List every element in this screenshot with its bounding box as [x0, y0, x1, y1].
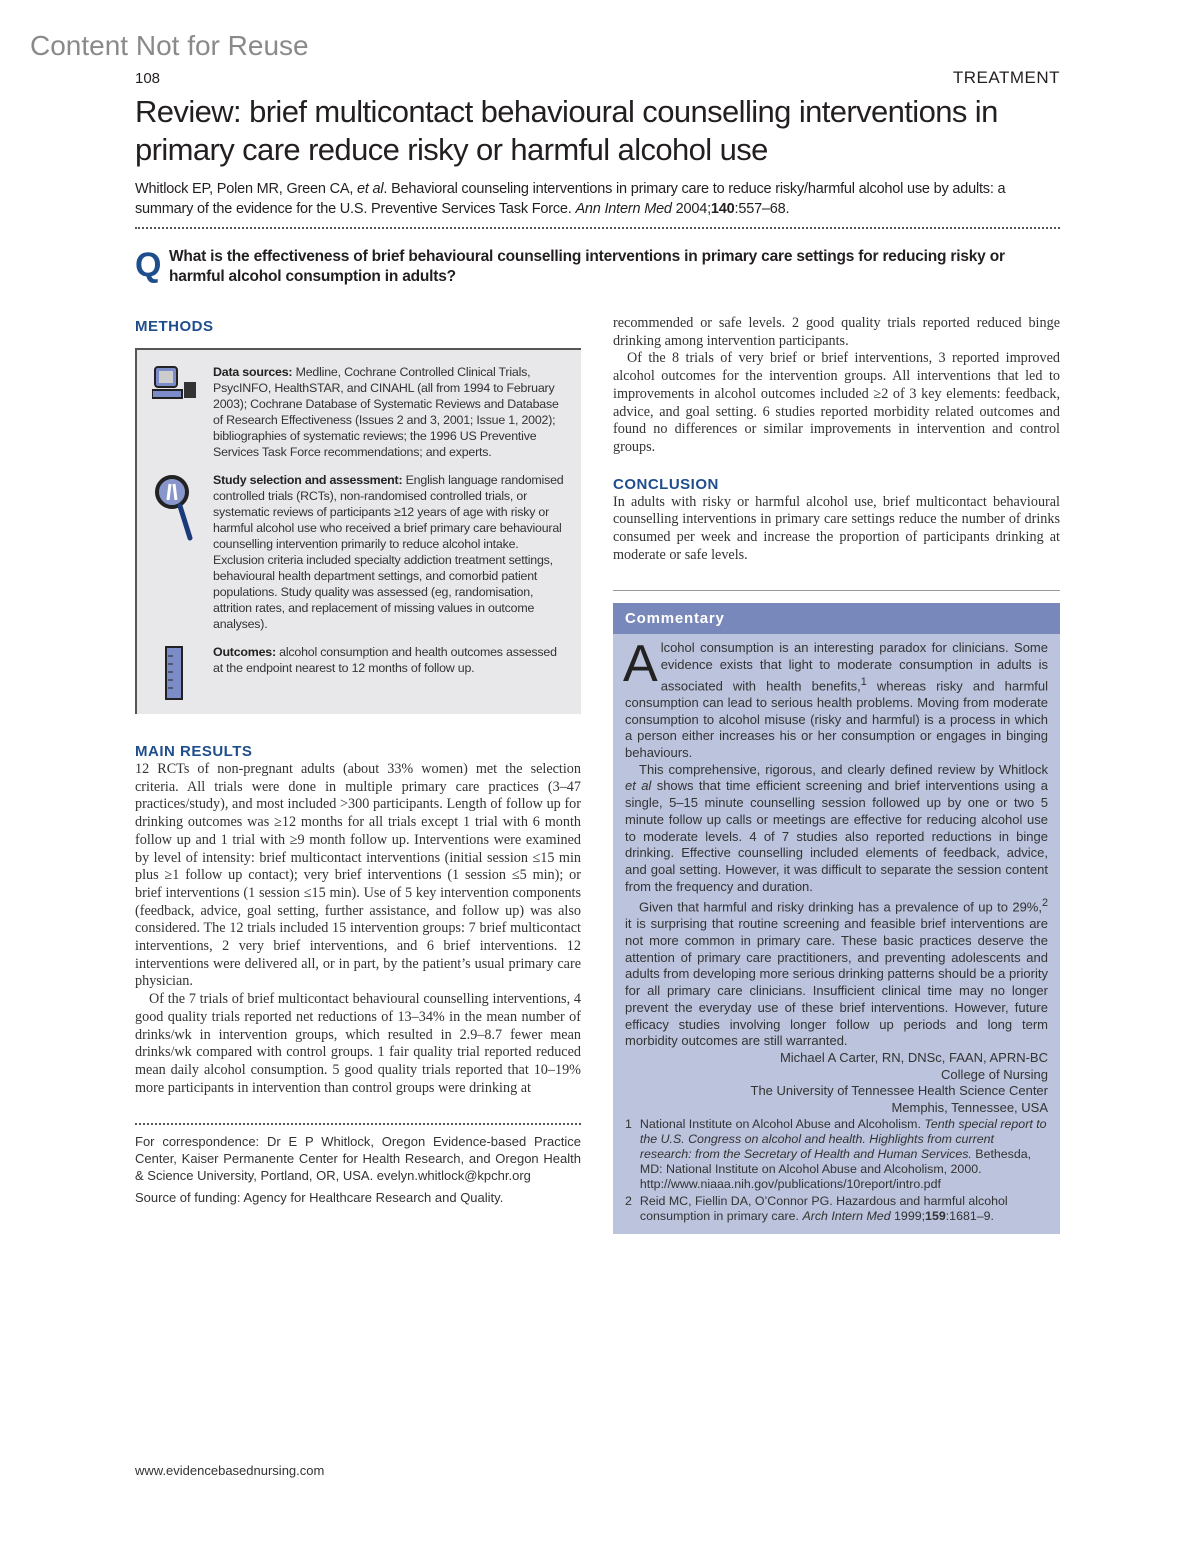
article — [135, 68, 1060, 1234]
computer-icon — [152, 366, 198, 402]
main-results-body — [135, 761, 581, 1097]
item-label: Data sources: — [213, 365, 293, 379]
commentary-text: This comprehensive, rigorous, and clearly defined review by Whitlock — [639, 761, 1048, 777]
conclusion-heading: CONCLUSION — [613, 475, 719, 493]
citation-title: . Behavioral counseling interventions in primary care to reduce risky/harmful alcohol use by adults: a summary of the evidence for the U.S. Preventive Services Task Force. — [135, 181, 1006, 217]
commentary-text: shows that time efficient screening and brief interventions using a single, 5–15 minute counselling session followed up by one or two 5 minute follow up calls or meetings are effective for reducing alcohol use to moderate levels. 4 of 7 studies also reported reductions in binge drinking. Effective counselling included elements of feedback, advice, and goal setting. However, it was difficult to separate the session content from the frequency and duration. — [625, 778, 1048, 894]
signature-line: The University of Tennessee Health Science Center — [750, 1083, 1048, 1099]
columns — [135, 317, 1060, 1234]
article-title: Review: brief multicontact behavioural counselling interventions in primary care reduce risky or harmful alcohol use — [135, 94, 998, 167]
running-header — [135, 68, 1060, 89]
watermark: Content Not for Reuse — [30, 30, 309, 61]
question — [135, 247, 1060, 287]
divider — [135, 1123, 581, 1125]
reference-number: 2 — [625, 1193, 632, 1208]
methods-box — [135, 348, 581, 714]
divider — [135, 227, 1060, 229]
measuring-cylinder-icon — [164, 646, 186, 700]
citation-year: 2004; — [671, 201, 711, 217]
commentary-text: it is surprising that routine screening and feasible brief interventions are not more common in primary care. These basic practices deserve the attention of primary care practitioners, and preventing adolescents and adults from developing more serious drinking patterns should be a priority for all primary care clinicians. Insufficient clinical time may no longer prevent the everyday use of these brief interventions. However, future efficacy studies involving longer follow up periods and long term morbidity outcomes are still warranted. — [625, 916, 1048, 1049]
item-label: Outcomes: — [213, 645, 276, 659]
reference-title: Tenth special report to the U.S. Congress on alcohol and health. Highlights from current research: from the Secretary of Health and Human Services. — [639, 1116, 1047, 1161]
paragraph: recommended or safe levels. 2 good quality trials reported reduced binge drinking among intervention participants. — [613, 315, 1060, 349]
paragraph: 12 RCTs of non-pregnant adults (about 33% women) met the selection criteria. All trials were done in multiple primary care practices (3–47 practices/study), and most included >300 participants. Length of follow up for drinking outcomes was ≥12 months for all trials except 1 trial with 6 month follow up and 1 trial with ≥9 month follow up. Interventions were examined by level of intensity: brief multicontact interventions (initial session ≤15 min plus ≥1 follow up contact); very brief interventions (1 session ≤5 min); or brief interventions (1 session ≤15 min). Use of 5 key intervention components (feedback, advice, goal setting, further assistance, and follow up) was also considered. The 12 trials included 15 intervention groups: 7 brief multicontact interventions, 2 very brief interventions, and 6 brief interventions. 12 interventions were delivered all, or in part, by the patient’s usual primary care physician. — [135, 761, 581, 990]
signature-line: Michael A Carter, RN, DNSc, FAAN, APRN-BC — [779, 1049, 1048, 1065]
reference-text: Bethesda, MD: National Institute on Alcohol Abuse and Alcoholism, 2000. http://www.niaaa.nih.gov/publications/10report/intro.pdf — [639, 1146, 1032, 1191]
page-number: 108 — [135, 70, 161, 87]
paragraph: Of the 8 trials of very brief or brief interventions, 3 reported improved alcohol outcomes for the intervention groups. All interventions that led to improvements in alcohol outcomes included ≥2 of 3 key elements: feedback, advice, and goal setting. 6 studies reported morbidity related outcomes and found no differences or similar improvements in intervention and control groups. — [613, 350, 1060, 455]
main-results-heading: MAIN RESULTS — [135, 743, 253, 760]
reference-text: 1999; — [890, 1208, 926, 1223]
methods-data-sources — [137, 364, 569, 460]
citation — [135, 179, 1060, 219]
signature-line: College of Nursing — [941, 1066, 1048, 1082]
reference-text: Reid MC, Fiellin DA, O’Connor PG. Hazardous and harmful alcohol consumption in primary care. — [639, 1193, 1008, 1223]
question-text: What is the effectiveness of brief behavioural counselling interventions in primary care settings for reducing risky or harmful alcohol consumption in adults? — [169, 248, 1005, 285]
reference-number: 1 — [625, 1116, 632, 1131]
citation-volume: 140 — [710, 201, 735, 217]
signature — [625, 1050, 1048, 1117]
citation-journal: Ann Intern Med — [575, 201, 672, 217]
methods-outcomes — [137, 644, 569, 700]
reference-text: National Institute on Alcohol Abuse and Alcoholism. — [639, 1116, 925, 1131]
reference — [625, 1117, 1048, 1192]
methods-study-selection — [137, 472, 569, 632]
section-label: TREATMENT — [952, 68, 1060, 87]
commentary-text: Given that harmful and risky drinking has a prevalence of up to 29%, — [639, 899, 1042, 915]
reference-title: Arch Intern Med — [802, 1208, 891, 1223]
item-text: alcohol consumption and health outcomes assessed at the endpoint nearest to 12 months of follow up. — [213, 645, 557, 675]
commentary-text: whereas risky and harmful consumption can lead to serious health problems. Moving from moderate consumption to alcohol misuse (risky and harmful) is a process in which a person either increases his or her consumption or engages in binging behaviours. — [625, 678, 1049, 760]
commentary-box — [613, 603, 1060, 1233]
citation-etal: et al — [357, 181, 384, 197]
footnote-ref: 2 — [1041, 897, 1048, 910]
commentary-etal: et al — [625, 778, 652, 794]
footnote-ref: 1 — [860, 675, 867, 688]
citation-authors: Whitlock EP, Polen MR, Green CA, — [135, 181, 357, 197]
reference — [625, 1194, 1048, 1224]
footer-url[interactable]: www.evidencebasednursing.com — [135, 1463, 325, 1478]
item-label: Study selection and assessment: — [213, 473, 403, 487]
commentary-heading: Commentary — [613, 603, 1060, 634]
signature-line: Memphis, Tennessee, USA — [891, 1100, 1048, 1116]
reference-text: :1681–9. — [945, 1208, 994, 1223]
item-text: English language randomised controlled trials (RCTs), non-randomised controlled trials, or systematic reviews of participants ≥12 years of age with risky or harmful alcohol use who received a brief primary care behavioural counselling intervention primarily to reduce alcohol intake. Exclusion criteria included specialty addiction treatment settings, behavioural health department settings, and comorbid patient populations. Study quality was assessed (eg, randomisation, attrition rates, and replacement of missing values in outcome analyses). — [213, 473, 564, 631]
reference-volume: 159 — [925, 1208, 946, 1223]
item-text: Medline, Cochrane Controlled Clinical Trials, PsycINFO, HealthSTAR, and CINAHL (all from 1994 to February 2003); Cochrane Database of Systematic Reviews and Database of Research Effectiveness (Issues 2 and 3, 2001; Issue 1, 2002); bibliographies of systematic reviews; the 1996 US Preventive Services Task Force recommendations; and experts. — [213, 365, 559, 459]
funding: Source of funding: Agency for Healthcare Research and Quality. — [135, 1190, 504, 1206]
paragraph: Of the 7 trials of brief multicontact behavioural counselling interventions, 4 good quality trials reported net reductions of 13–34% in the mean number of drinks/wk in intervention groups, which resulted in 2.9–8.7 fewer mean drinks/wk compared with control groups. 1 fair quality trial reported reduced mean daily alcohol consumption. 5 good quality trials reported that 10–19% more participants in intervention than control groups were drinking at — [135, 991, 581, 1096]
question-mark-icon: Q — [135, 246, 162, 284]
left-column — [135, 317, 581, 1234]
methods-heading: METHODS — [135, 318, 214, 335]
right-column — [613, 317, 1060, 1234]
divider — [613, 590, 1060, 591]
citation-pages: :557–68. — [734, 201, 790, 217]
magnifier-icon — [154, 474, 196, 542]
conclusion-text: In adults with risky or harmful alcohol use, brief multicontact behavioural counselling interventions in primary care settings reduce the number of drinks consumed per week and increase the proportion of participants drinking at moderate or safe levels. — [613, 493, 1060, 563]
commentary-text: lcohol consumption is an interesting paradox for clinicians. Some evidence exists that light to moderate consumption in adults is associated with health benefits, — [660, 640, 1048, 694]
drop-cap: A — [623, 635, 658, 694]
main-results-continued — [613, 315, 1060, 457]
correspondence: For correspondence: Dr E P Whitlock, Oregon Evidence-based Practice Center, Kaiser Permanente Center for Health Research, and Oregon Health & Science University, Portland, OR, USA. evelyn.whitlock@kpchr.org — [135, 1134, 581, 1184]
